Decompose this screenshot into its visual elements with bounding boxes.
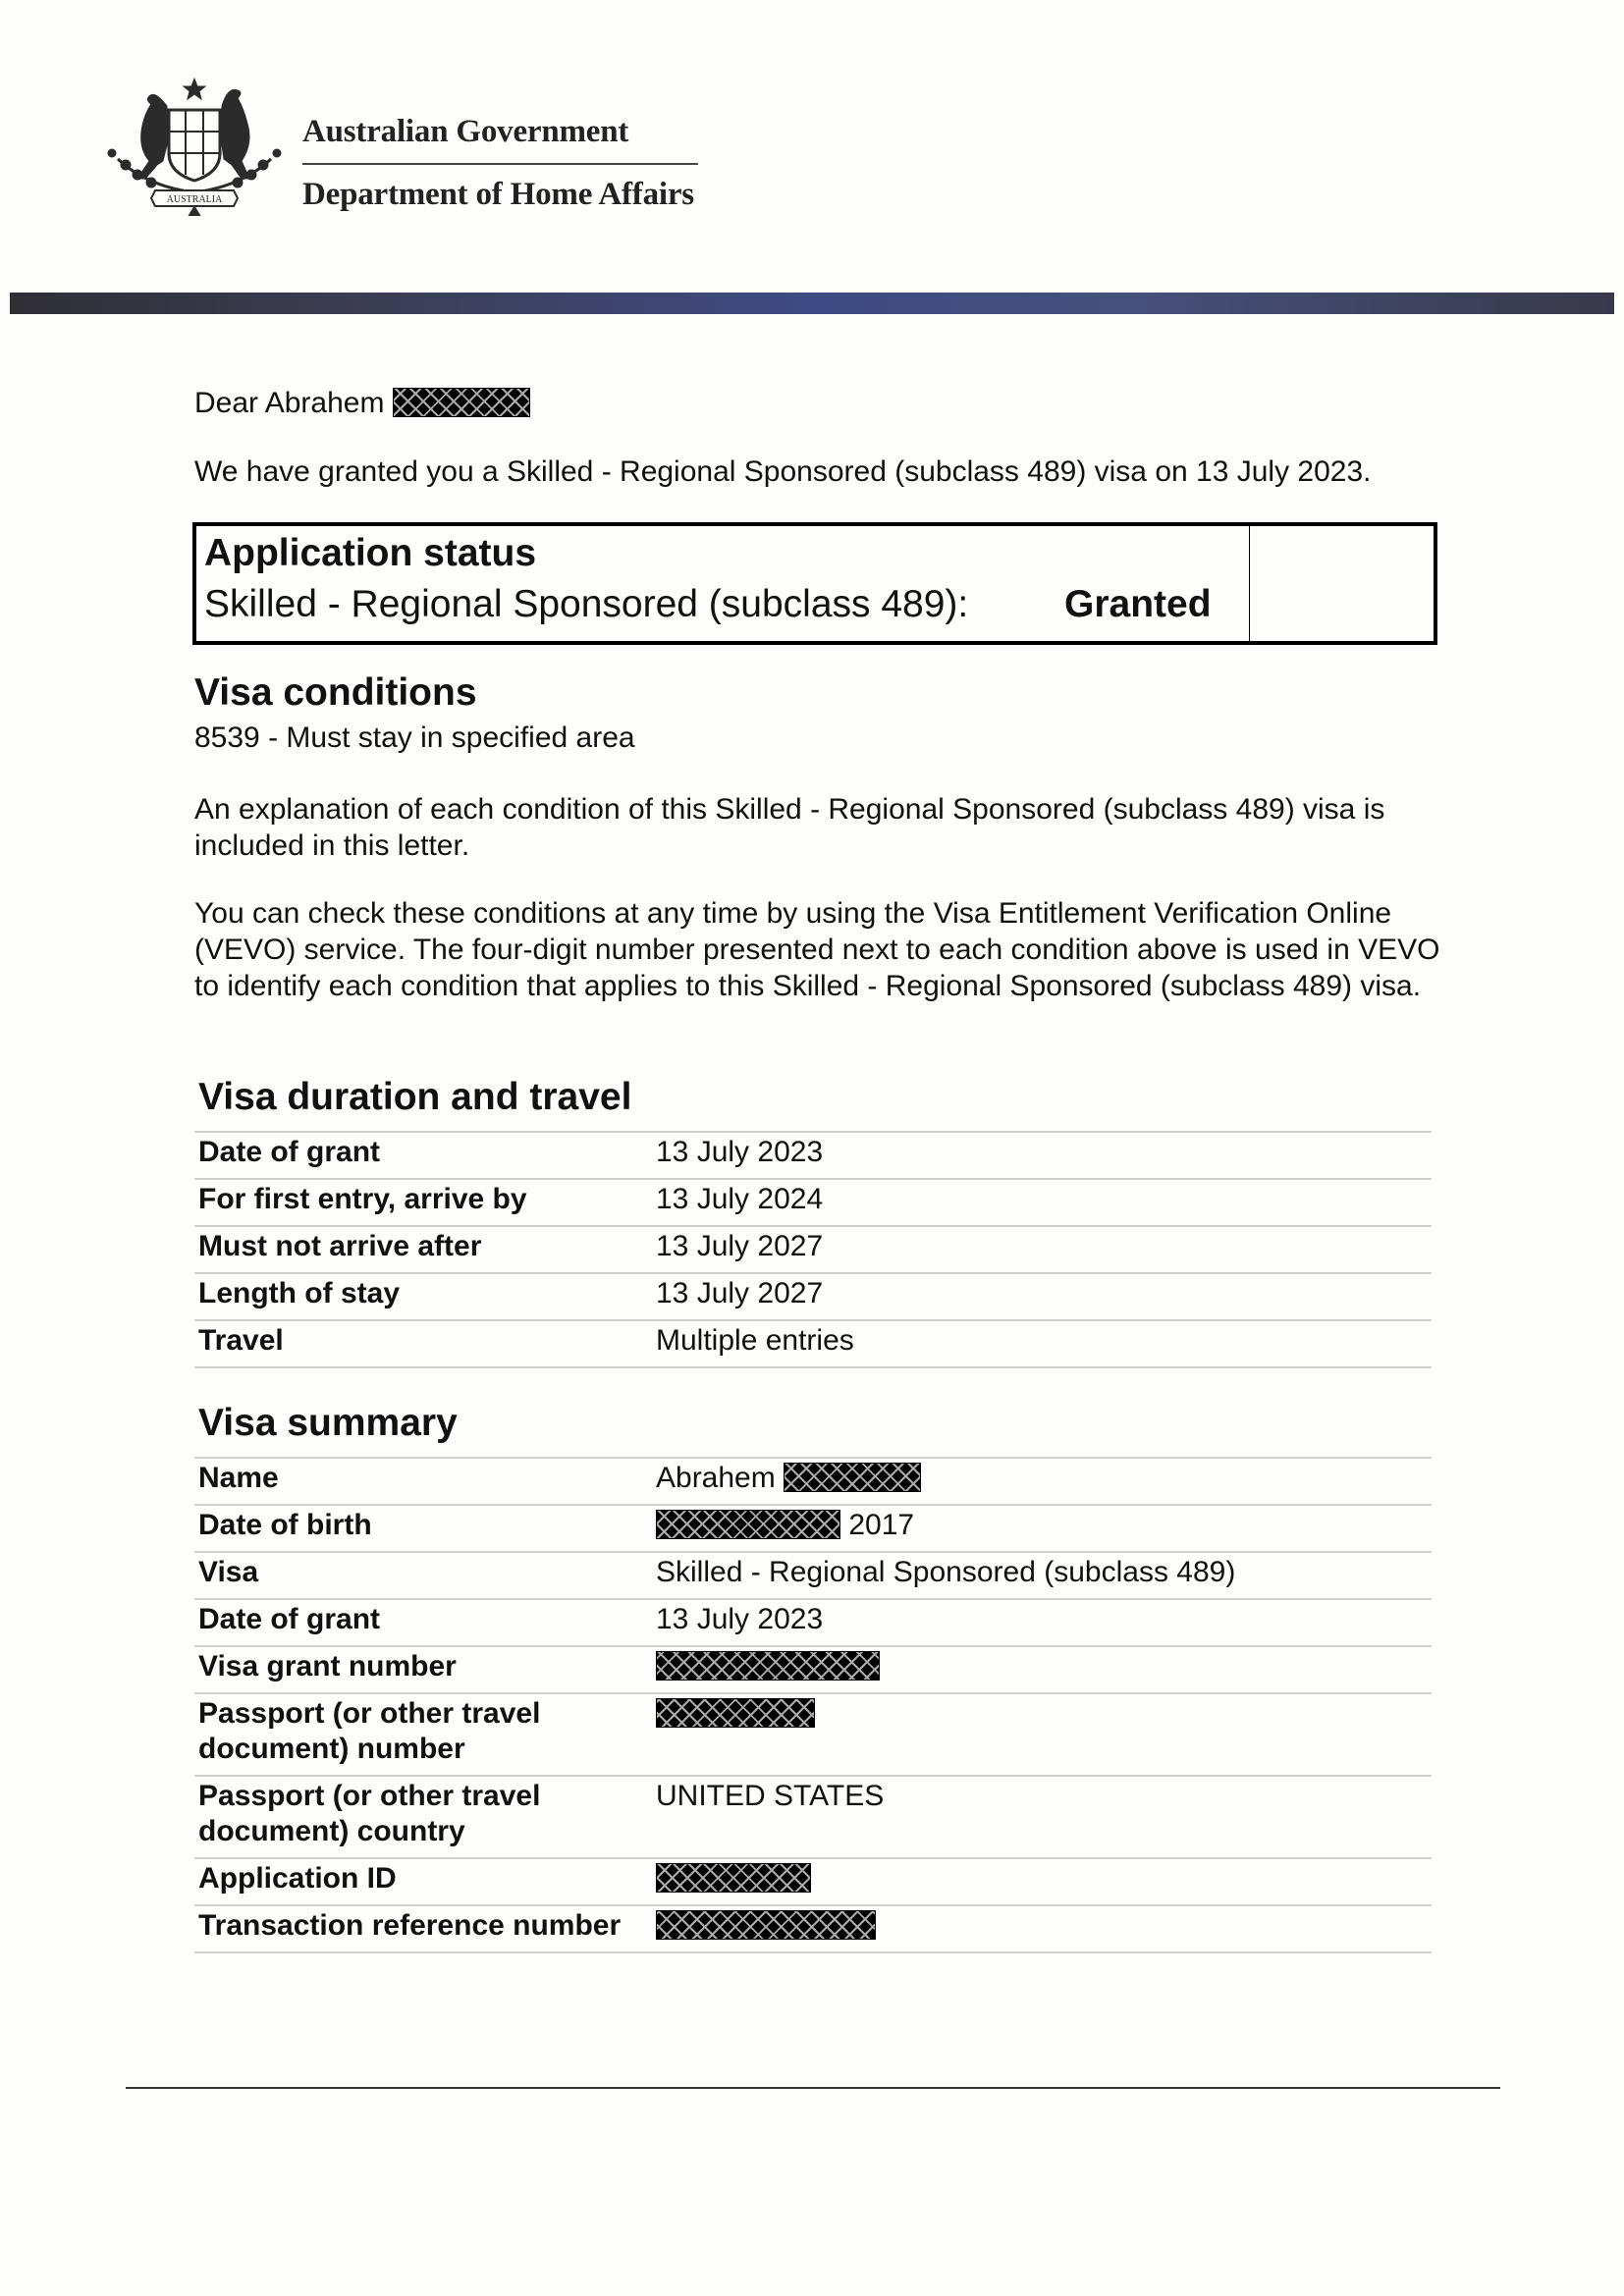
table-row — [194, 1506, 1432, 1553]
redacted-surname — [784, 1463, 921, 1492]
header-band — [10, 293, 1614, 314]
row-value: 13 July 2023 — [656, 1603, 824, 1635]
condition-item: 8539 - Must stay in specified area — [194, 721, 635, 754]
row-label: Application ID — [198, 1862, 397, 1895]
coat-of-arms-icon — [98, 77, 291, 216]
table-row — [194, 1647, 1432, 1694]
table-row — [194, 1133, 1432, 1180]
summary-heading: Visa summary — [198, 1402, 458, 1444]
status-title: Application status — [204, 532, 537, 574]
redacted-grant-number — [656, 1651, 880, 1681]
status-visa-name: Skilled - Regional Sponsored (subclass 489): — [204, 583, 969, 625]
table-row — [194, 1227, 1432, 1274]
row-value: 13 July 2027 — [656, 1230, 824, 1262]
row-label: Length of stay — [198, 1277, 401, 1309]
birth-year: 2017 — [848, 1509, 915, 1541]
redacted-passport-number — [656, 1698, 815, 1728]
row-label: Transaction reference number — [198, 1909, 622, 1942]
salutation-text: Dear Abrahem — [194, 387, 385, 419]
row-label: Passport (or other travel document) number — [198, 1697, 541, 1765]
row-value — [656, 1696, 815, 1732]
table-row — [194, 1859, 1432, 1906]
row-label: Date of grant — [198, 1603, 381, 1635]
footer-divider — [126, 2087, 1500, 2089]
redacted-birth-day-month — [656, 1510, 840, 1539]
summary-table — [194, 1457, 1432, 1953]
conditions-explanation: An explanation of each condition of this Skilled - Regional Sponsored (subclass 489) visa is included in this letter. — [194, 793, 1385, 862]
row-value: Skilled - Regional Sponsored (subclass 489) — [656, 1556, 1236, 1588]
redacted-transaction-reference — [656, 1910, 876, 1940]
vevo-note: You can check these conditions at any time by using the Visa Entitlement Verification Online (VEVO) service. The four-digit number presented next to each condition above is used in VEVO to identify each condition that applies to this Skilled - Regional Sponsored (subclass 489) visa. — [194, 897, 1440, 1002]
conditions-heading: Visa conditions — [194, 671, 477, 714]
duration-heading: Visa duration and travel — [198, 1076, 632, 1118]
name-text: Abrahem — [656, 1462, 776, 1494]
status-divider — [1249, 526, 1250, 641]
row-value — [656, 1908, 876, 1944]
redacted-surname — [393, 388, 530, 417]
agency-name: Australian Government — [302, 114, 629, 149]
row-label: Date of birth — [198, 1509, 372, 1541]
salutation — [194, 385, 530, 421]
table-row — [194, 1777, 1432, 1859]
row-label: Must not arrive after — [198, 1230, 482, 1262]
row-value: 13 July 2027 — [656, 1277, 824, 1309]
duration-table — [194, 1131, 1432, 1368]
header-divider — [302, 163, 698, 165]
row-label: Travel — [198, 1324, 284, 1357]
table-row — [194, 1321, 1432, 1368]
table-row — [194, 1906, 1432, 1953]
table-row — [194, 1694, 1432, 1777]
table-row — [194, 1274, 1432, 1321]
status-badge: Granted — [1064, 583, 1212, 625]
table-row — [194, 1553, 1432, 1600]
table-row — [194, 1459, 1432, 1506]
redacted-application-id — [656, 1863, 811, 1893]
row-value: 13 July 2023 — [656, 1136, 824, 1168]
row-label: Passport (or other travel document) country — [198, 1780, 541, 1847]
table-row — [194, 1180, 1432, 1227]
row-label: Name — [198, 1462, 279, 1494]
table-row — [194, 1600, 1432, 1647]
row-label: Visa grant number — [198, 1650, 457, 1682]
row-label: Date of grant — [198, 1136, 381, 1168]
row-label: For first entry, arrive by — [198, 1183, 527, 1215]
department-name: Department of Home Affairs — [302, 177, 694, 212]
row-value: 13 July 2024 — [656, 1183, 824, 1215]
row-value — [656, 1861, 811, 1896]
row-value: Multiple entries — [656, 1324, 854, 1357]
crest-scroll-text: AUSTRALIA — [166, 194, 223, 205]
application-status-box — [192, 522, 1437, 645]
row-label: Visa — [198, 1556, 259, 1588]
row-value — [656, 1649, 880, 1684]
row-value — [656, 1461, 921, 1496]
row-value — [656, 1508, 914, 1543]
row-value: UNITED STATES — [656, 1780, 885, 1812]
grant-statement: We have granted you a Skilled - Regional Sponsored (subclass 489) visa on 13 July 2023. — [194, 455, 1372, 488]
